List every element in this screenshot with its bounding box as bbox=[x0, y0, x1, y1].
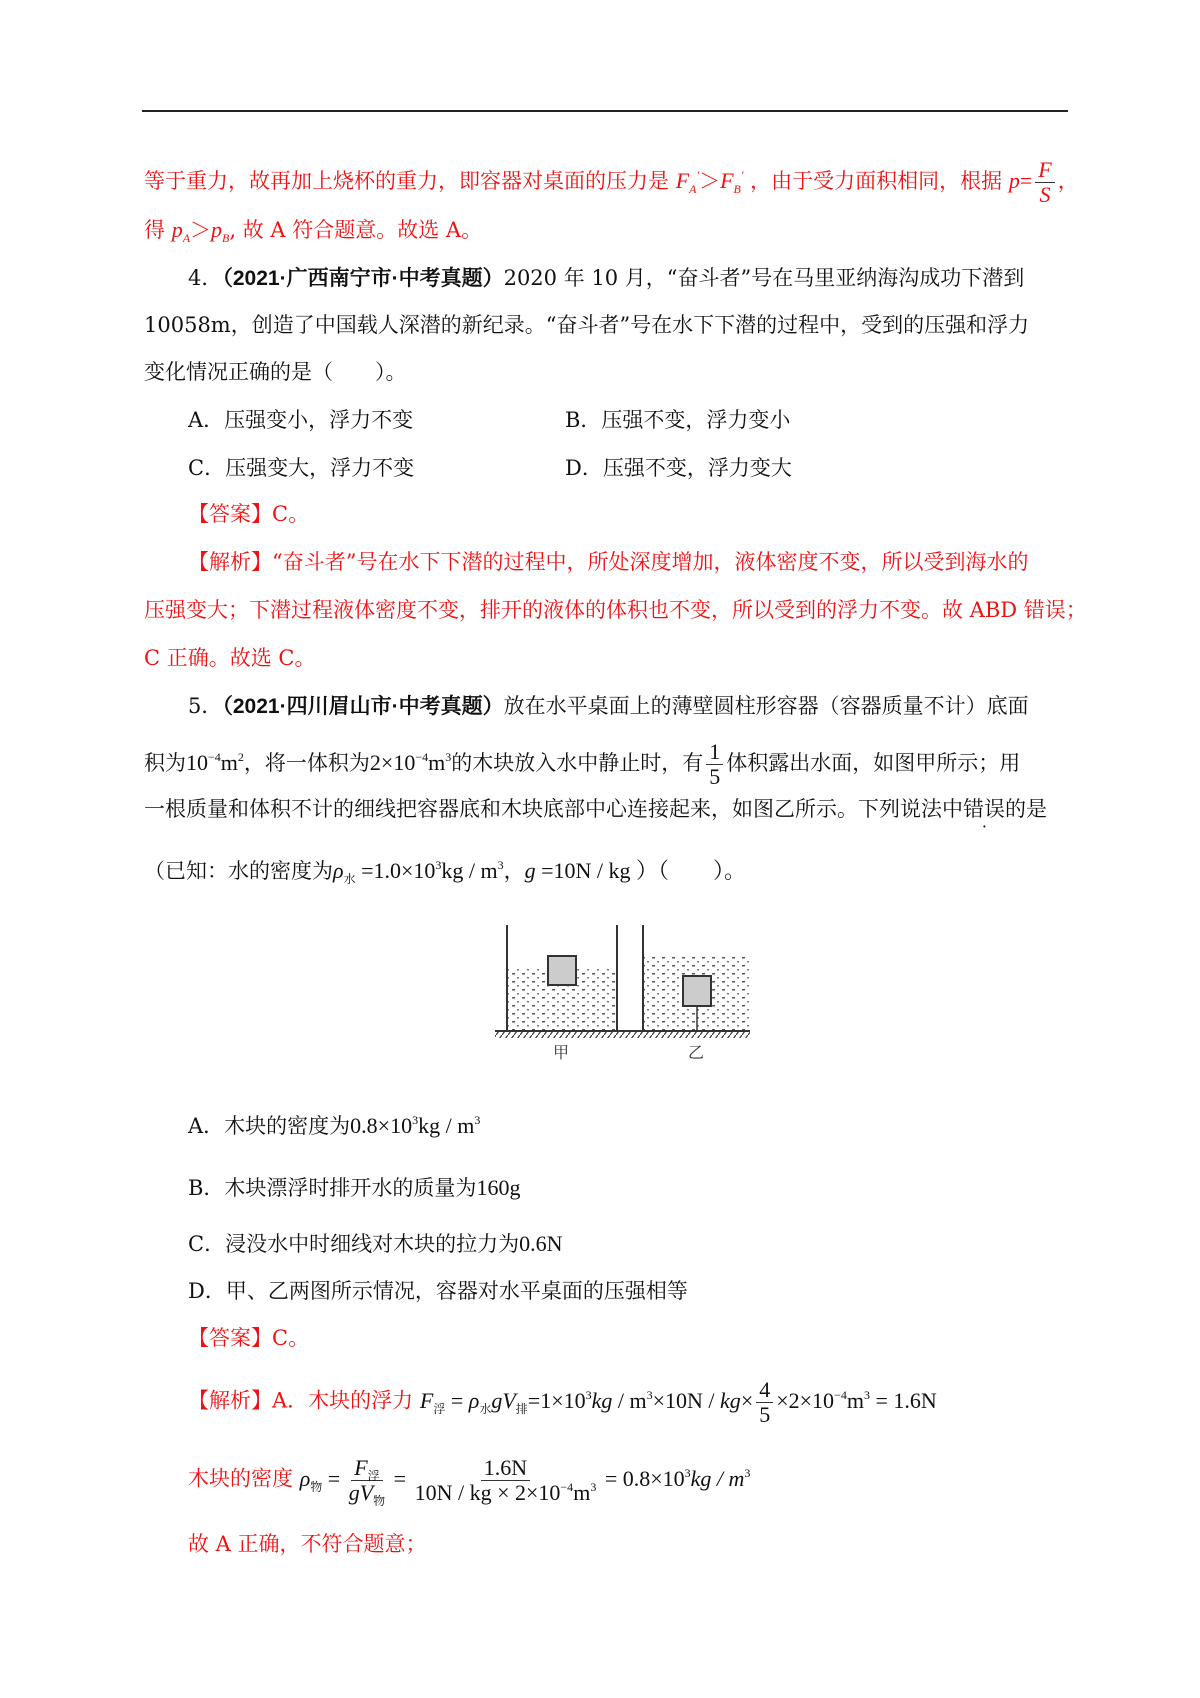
math-FA: $F_A'$ bbox=[675, 168, 700, 196]
q5-option-b: B．木块漂浮时排开水的质量为160g bbox=[188, 1175, 521, 1200]
math-eq: = bbox=[1019, 168, 1033, 193]
q5-analysis-line-3: 故 A 正确，不符合题意； bbox=[188, 1532, 427, 1556]
header-rule bbox=[142, 110, 1068, 112]
q4-line-2: 10058m，创造了中国载人深潜的新纪录。“奋斗者”号在水下下潜的过程中，受到的压强和浮力 bbox=[144, 313, 1030, 337]
label-yi: 乙 bbox=[687, 1043, 705, 1062]
container-figure bbox=[490, 915, 750, 1065]
q4-line-3: 变化情况正确的是（ ）。 bbox=[144, 360, 407, 384]
fraction-density-1: $\frac{F_浮}{gV_物}$ bbox=[348, 1455, 386, 1508]
q4-analysis-line-2: 压强变大；下潜过程液体密度不变，排开的液体的体积也不变，所以受到的浮力不变。故 ABD 错误； bbox=[144, 598, 1087, 622]
q5-analysis-line-2: 木块的密度 $\rho_物$ = $\frac{F_浮}{gV_物}$ = $\frac{1.6N}{10N / kg \times 2\times 10^{-4}m^3}$ = $0.8\times 10^3kg / m^3$ bbox=[188, 1455, 751, 1508]
math-volume: $2\times 10^{-4}m^3$ bbox=[369, 750, 452, 775]
text: ＞ bbox=[699, 169, 721, 193]
q4-line-1: 4．（2021·广西南宁市·中考真题）2020 年 10 月，“奋斗者”号在马里亚纳海沟成功下潜到 bbox=[188, 266, 1025, 290]
fraction-density-2: $\frac{1.6N}{10N / kg \times 2\times 10^{-4}m^3}$ bbox=[414, 1455, 597, 1505]
prev-analysis-line-2: 得 $p_A>p_B$, 故 A 符合题意。故选 A。 bbox=[144, 217, 483, 245]
q4-option-d: D．压强不变，浮力变大 bbox=[565, 456, 792, 480]
math-p: p bbox=[1008, 168, 1020, 193]
wood-block-floating bbox=[548, 956, 576, 985]
math-pB: $p_B$ bbox=[211, 217, 230, 245]
q5-option-a: A．木块的密度为$0.8\times 10^3kg / m^3$ bbox=[188, 1113, 481, 1138]
container-yi bbox=[643, 925, 750, 1030]
container-jia bbox=[507, 925, 617, 1030]
q5-option-d: D．甲、乙两图所示情况，容器对水平桌面的压强相等 bbox=[188, 1279, 688, 1303]
q5-analysis-line-1: 【解析】A．木块的浮力 $F_浮 = \rho_水gV_排=1\times 10^3kg / m^3\times 10N / kg\times$ $\frac{4}{5}$ $\times 2\times 10^{-4}m^3 = 1.6N$ bbox=[188, 1377, 937, 1427]
q4-source: （2021·广西南宁市·中考真题） bbox=[222, 267, 504, 290]
math-FB: $F_B'$ bbox=[720, 168, 744, 196]
q5-option-c: C．浸没水中时细线对木块的拉力为0.6N bbox=[188, 1231, 563, 1256]
q5-line-1: 5．（2021·四川眉山市·中考真题）放在水平桌面上的薄壁圆柱形容器（容器质量不计）底面 bbox=[188, 694, 1029, 718]
q5-source: （2021·四川眉山市·中考真题） bbox=[222, 695, 504, 718]
fraction-F-over-S: $\frac{F}{S}$ bbox=[1035, 158, 1054, 207]
math-pA: $p_A$ bbox=[171, 217, 191, 245]
prev-analysis-line-1 bbox=[144, 158, 1079, 207]
label-jia: 甲 bbox=[552, 1043, 570, 1062]
text: ，由于受力面积相同，根据 bbox=[750, 169, 1003, 193]
text: 得 bbox=[144, 218, 165, 242]
fraction-four-fifths: $\frac{4}{5}$ bbox=[756, 1378, 773, 1427]
q5-line-4: （已知：水的密度为$\rho_水 =1.0\times 10^3kg / m^3$，g =10N / kg ）（ ）。 bbox=[144, 858, 747, 886]
q5-line-3: 一根质量和体积不计的细线把容器底和木块底部中心连接起来，如图乙所示。下列说法中错误的是 bbox=[144, 797, 1047, 821]
q4-analysis-line-3: C 正确。故选 C。 bbox=[144, 646, 316, 670]
q4-option-c: C．压强变大，浮力不变 bbox=[188, 456, 415, 480]
q4-option-a: A．压强变小，浮力不变 bbox=[188, 408, 414, 432]
q4-analysis-line-1: 【解析】“奋斗者”号在水下下潜的过程中，所处深度增加，液体密度不变，所以受到海水的 bbox=[188, 550, 1029, 574]
text: 等于重力，故再加上烧杯的重力，即容器对桌面的压力是 bbox=[144, 169, 669, 193]
text: ， bbox=[1057, 169, 1079, 193]
math-area: $10^{-4}m^2$ bbox=[186, 750, 244, 775]
text: , 故 A 符合题意。故选 A。 bbox=[229, 218, 483, 242]
q4-option-b: B．压强不变，浮力变小 bbox=[565, 408, 791, 432]
q5-answer: 【答案】C。 bbox=[188, 1326, 310, 1350]
wood-block-tied bbox=[683, 976, 711, 1006]
fraction-one-fifth: $\frac{1}{5}$ bbox=[706, 740, 723, 789]
emphasis-text: 错误 bbox=[963, 797, 1005, 821]
q4-answer: 【答案】C。 bbox=[188, 502, 310, 526]
q5-line-2: 积为$10^{-4}m^2$，将一体积为$2\times 10^{-4}m^3$的木块放入水中静止时，有 $\frac{1}{5}$ 体积露出水面，如图甲所示；用 bbox=[144, 739, 1021, 789]
